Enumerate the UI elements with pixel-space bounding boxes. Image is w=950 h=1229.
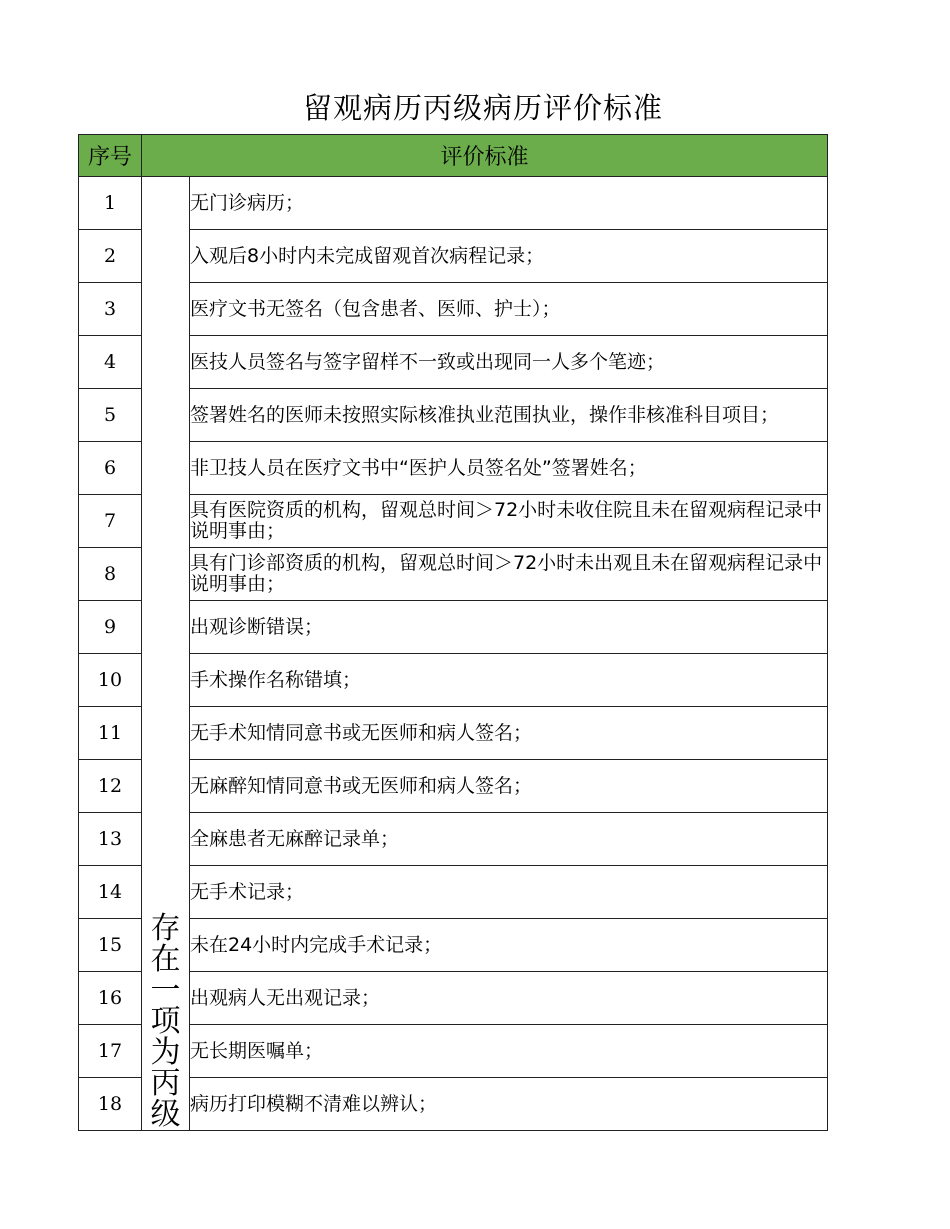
row-number: 11 [79,707,142,760]
row-criteria: 病历打印模糊不清难以辨认； [190,1078,828,1131]
row-criteria: 非卫技人员在医疗文书中“医护人员签名处”签署姓名； [190,442,828,495]
header-criteria: 评价标准 [142,135,828,177]
table-row [79,177,828,230]
table-row [79,707,828,760]
row-criteria: 出观诊断错误； [190,601,828,654]
table-row [79,919,828,972]
row-number: 9 [79,601,142,654]
row-criteria: 具有医院资质的机构，留观总时间＞72小时未收住院且未在留观病程记录中说明事由； [190,495,828,548]
row-criteria: 入观后8小时内未完成留观首次病程记录； [190,230,828,283]
row-number: 17 [79,1025,142,1078]
table-header-row [79,135,828,177]
row-number: 3 [79,283,142,336]
row-criteria: 无手术知情同意书或无医师和病人签名； [190,707,828,760]
table-body [79,177,828,1131]
row-criteria: 未在24小时内完成手术记录； [190,919,828,972]
row-criteria: 无麻醉知情同意书或无医师和病人签名； [190,760,828,813]
table-row [79,283,828,336]
table-row [79,495,828,548]
row-criteria: 全麻患者无麻醉记录单； [190,813,828,866]
row-number: 5 [79,389,142,442]
table-row [79,1078,828,1131]
row-criteria: 手术操作名称错填； [190,654,828,707]
table-row [79,442,828,495]
row-criteria: 无长期医嘱单； [190,1025,828,1078]
table-row [79,760,828,813]
row-number: 13 [79,813,142,866]
criteria-table [78,134,828,1131]
row-criteria: 签署姓名的医师未按照实际核准执业范围执业，操作非核准科目项目； [190,389,828,442]
table-row [79,654,828,707]
row-criteria: 出观病人无出观记录； [190,972,828,1025]
table-row [79,389,828,442]
table-row [79,548,828,601]
row-criteria: 医技人员签名与签字留样不一致或出现同一人多个笔迹； [190,336,828,389]
table-row [79,230,828,283]
row-criteria: 医疗文书无签名（包含患者、医师、护士）； [190,283,828,336]
row-number: 7 [79,495,142,548]
row-number: 12 [79,760,142,813]
row-number: 16 [79,972,142,1025]
row-criteria: 无手术记录； [190,866,828,919]
row-number: 4 [79,336,142,389]
row-number: 1 [79,177,142,230]
row-number: 18 [79,1078,142,1131]
row-criteria: 无门诊病历； [190,177,828,230]
table-row [79,813,828,866]
grade-note [142,177,190,1131]
row-number: 15 [79,919,142,972]
row-criteria: 具有门诊部资质的机构，留观总时间＞72小时未出观且未在留观病程记录中说明事由； [190,548,828,601]
header-number: 序号 [79,135,142,177]
row-number: 6 [79,442,142,495]
table-row [79,1025,828,1078]
table-row [79,866,828,919]
table-row [79,601,828,654]
row-number: 14 [79,866,142,919]
page-title: 留观病历丙级病历评价标准 [302,91,663,125]
row-number: 2 [79,230,142,283]
row-number: 10 [79,654,142,707]
table-row [79,972,828,1025]
grade-note-text: 存在一项为丙级 [150,911,181,1132]
row-number: 8 [79,548,142,601]
table-row [79,336,828,389]
